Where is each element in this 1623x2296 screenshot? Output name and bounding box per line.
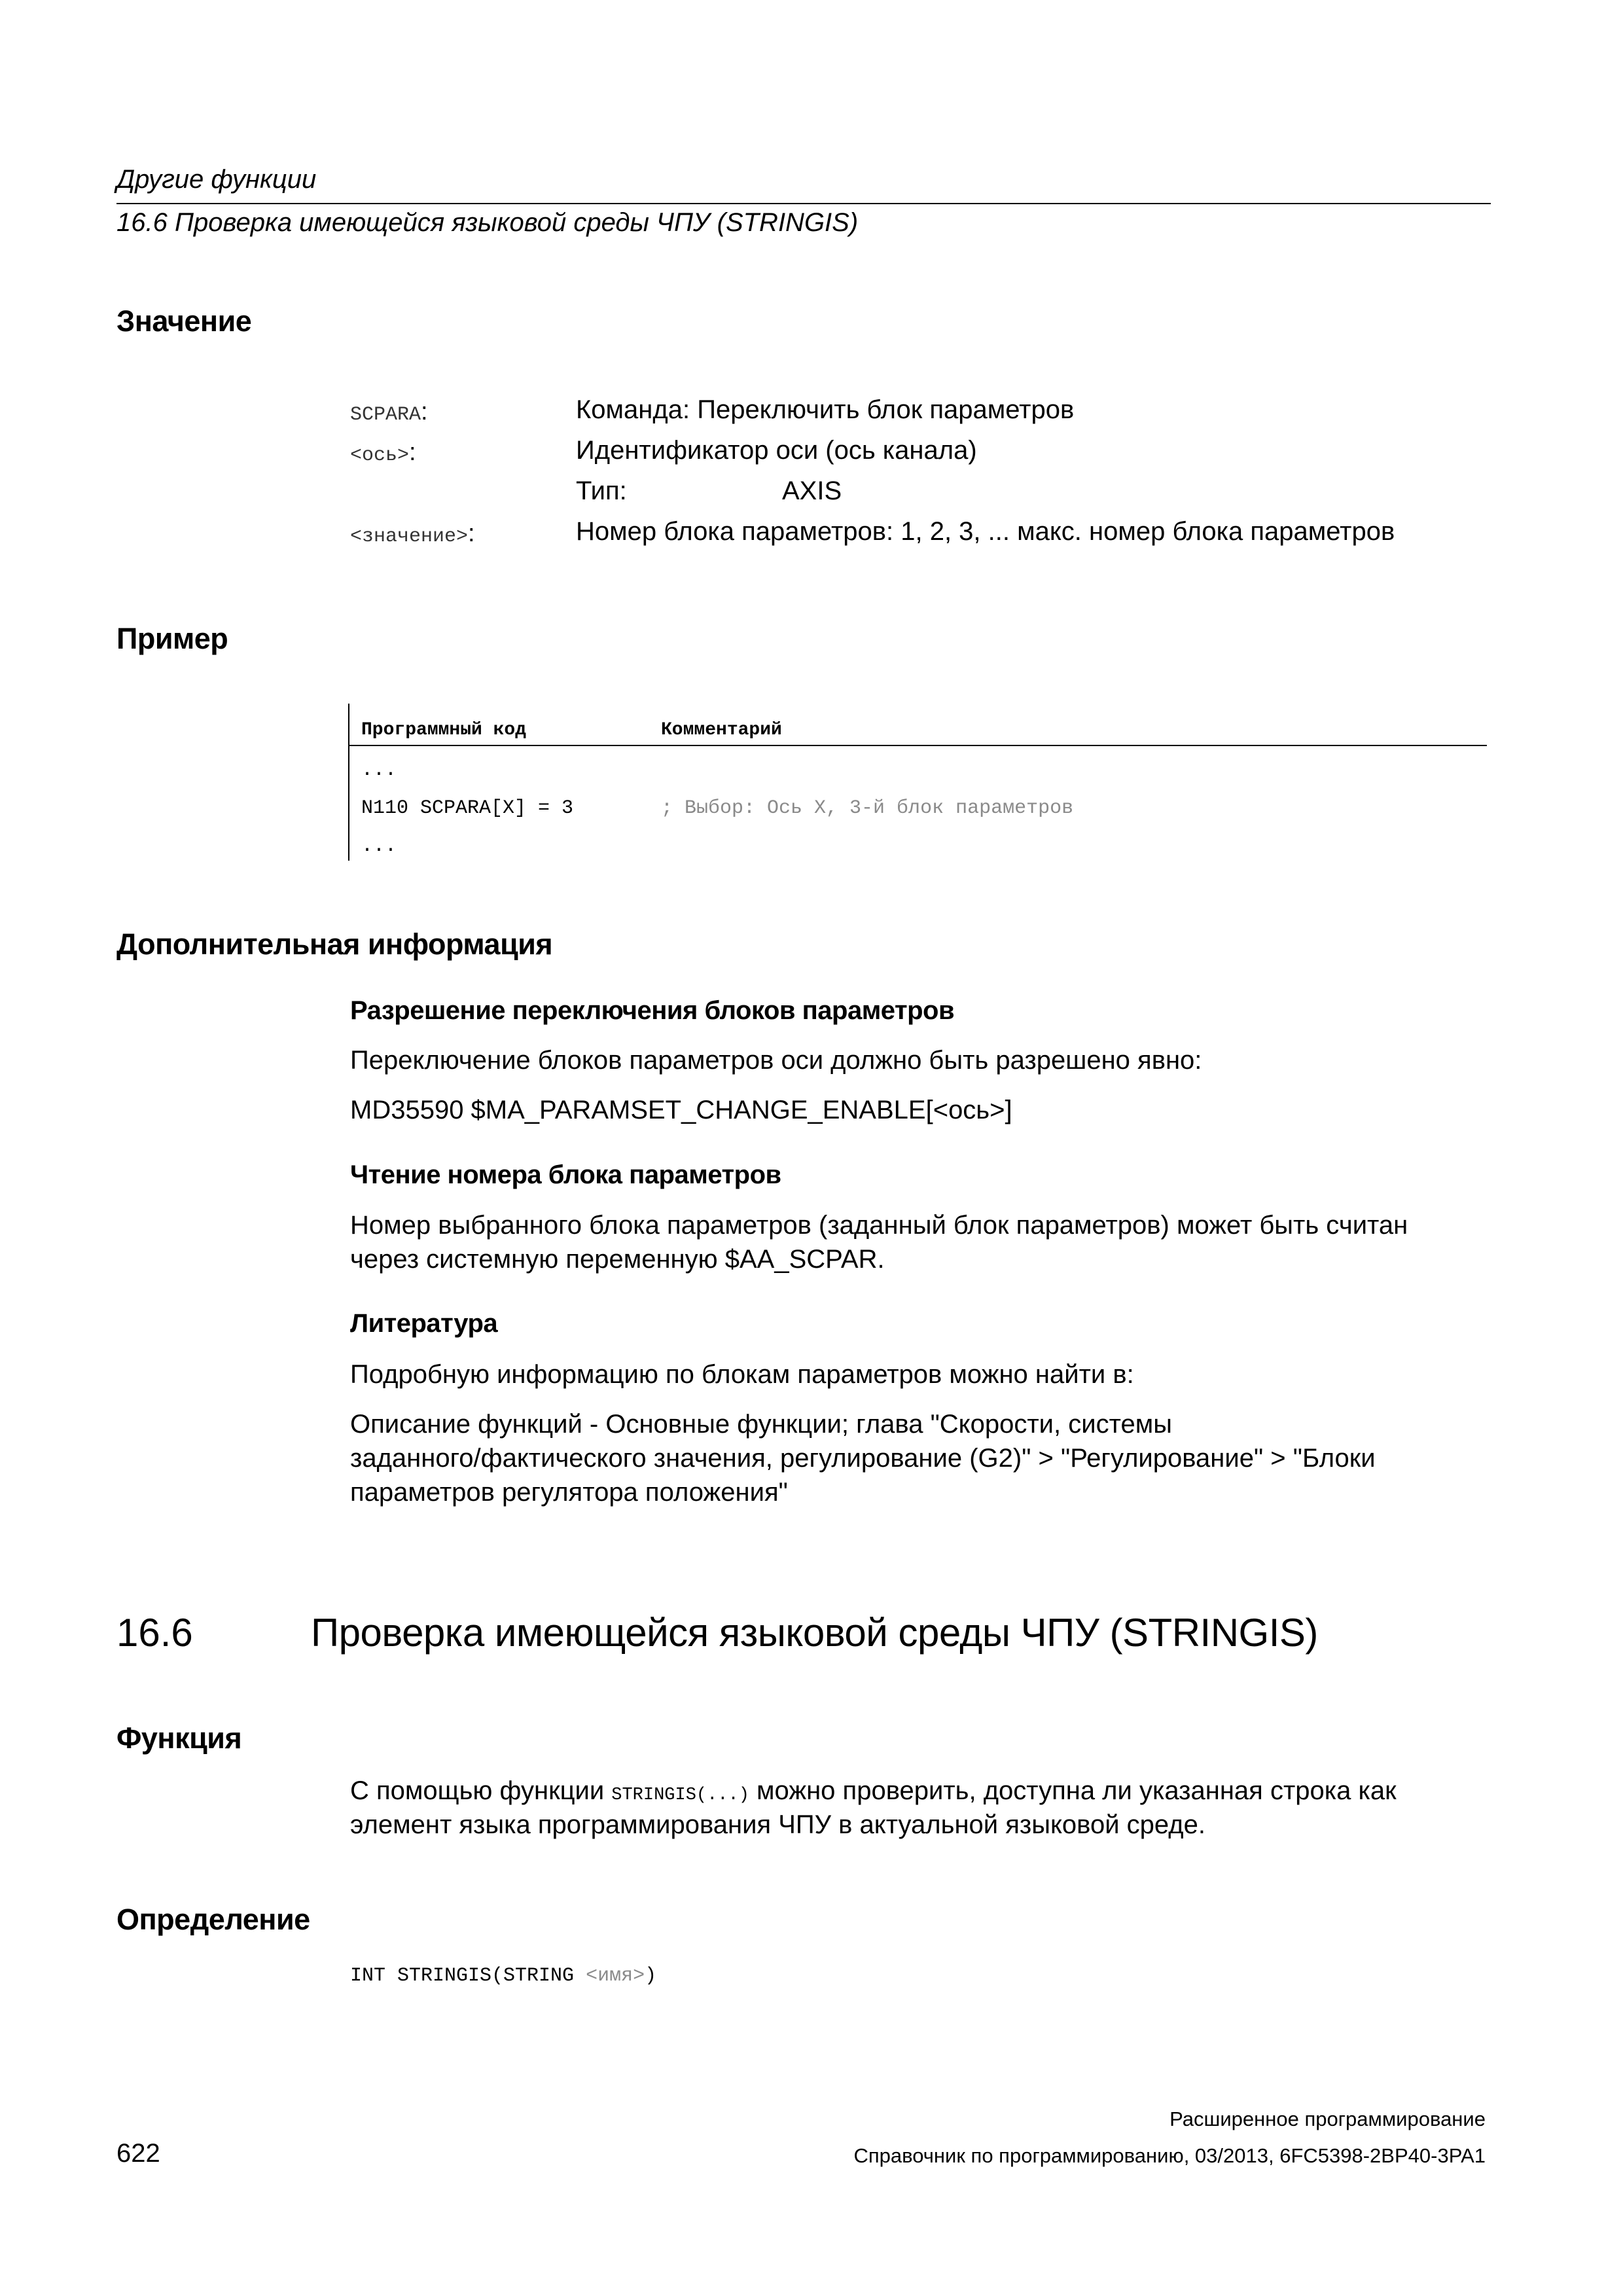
machine-data-reference: MD35590 $MA_PARAMSET_CHANGE_ENABLE[<ось>] — [350, 1096, 1012, 1124]
code-comment: ; Выбор: Ось X, 3-й блок параметров — [661, 797, 1074, 819]
code-run: INT STRINGIS(STRING — [350, 1965, 586, 1987]
param-name: <ось> — [350, 444, 410, 467]
param-colon: : — [468, 520, 475, 547]
paragraph: Переключение блоков параметров оси должно быть разрешено явно: — [350, 1046, 1202, 1075]
paragraph: Описание функций - Основные функции; глава "Скорости, системы — [350, 1410, 1172, 1439]
definition-code — [350, 1965, 656, 1987]
function-heading: Функция — [116, 1721, 242, 1755]
running-header-section: 16.6 Проверка имеющейся языковой среды ЧПУ (STRINGIS) — [116, 208, 859, 237]
value-heading: Значение — [116, 304, 252, 338]
param-description: Идентификатор оси (ось канала) — [576, 436, 977, 465]
code-column-header: Программный код — [361, 720, 527, 740]
text-run: можно проверить, доступна ли указанная строка как — [749, 1776, 1397, 1805]
code-line: ... — [361, 759, 397, 781]
code-line: N110 SCPARA[X] = 3 — [361, 797, 574, 819]
param-type-value: AXIS — [782, 476, 842, 505]
param-colon: : — [409, 439, 416, 466]
subheading-enable: Разрешение переключения блоков параметров — [350, 996, 955, 1025]
value-row — [350, 398, 428, 426]
param-description: Команда: Переключить блок параметров — [576, 395, 1075, 424]
header-rule — [116, 203, 1491, 204]
paragraph: Номер выбранного блока параметров (заданный блок параметров) может быть считан — [350, 1211, 1408, 1240]
page-number: 622 — [116, 2139, 160, 2168]
running-header-chapter: Другие функции — [116, 165, 317, 194]
inline-code: STRINGIS(...) — [611, 1785, 749, 1805]
paragraph: через системную переменную $AA_SCPAR. — [350, 1245, 885, 1274]
param-name: SCPARA — [350, 404, 421, 426]
additional-info-heading: Дополнительная информация — [116, 927, 553, 961]
example-heading: Пример — [116, 622, 228, 655]
comment-column-header: Комментарий — [661, 720, 782, 740]
code-run: ) — [645, 1965, 657, 1987]
footer-publication-info: Справочник по программированию, 03/2013, 6FC5398-2BP40-3PA1 — [853, 2144, 1486, 2167]
definition-heading: Определение — [116, 1903, 310, 1936]
text-run: С помощью функции — [350, 1776, 612, 1805]
subheading-literature: Литература — [350, 1309, 498, 1338]
footer-book-title: Расширенное программирование — [1169, 2108, 1486, 2130]
paragraph: Подробную информацию по блокам параметров можно найти в: — [350, 1360, 1134, 1389]
code-line: ... — [361, 835, 397, 857]
code-param: <имя> — [586, 1965, 645, 1987]
paragraph: элемент языка программирования ЧПУ в актуальной языковой среде. — [350, 1810, 1205, 1839]
value-row — [350, 520, 475, 548]
value-row — [350, 439, 416, 467]
paragraph: заданного/фактического значения, регулирование (G2)" > "Регулирование" > "Блоки — [350, 1444, 1376, 1473]
paragraph — [350, 1774, 1397, 1812]
code-table-left-rule — [348, 704, 349, 861]
code-table-header-rule — [348, 745, 1487, 746]
param-colon: : — [421, 398, 428, 425]
chapter-number: 16.6 — [116, 1611, 193, 1655]
param-type-label: Тип: — [576, 476, 627, 505]
paragraph: параметров регулятора положения" — [350, 1478, 788, 1507]
chapter-title: Проверка имеющейся языковой среды ЧПУ (STRINGIS) — [311, 1611, 1318, 1655]
subheading-read: Чтение номера блока параметров — [350, 1160, 781, 1189]
param-name: <значение> — [350, 526, 469, 548]
param-description: Номер блока параметров: 1, 2, 3, ... макс. номер блока параметров — [576, 517, 1395, 546]
